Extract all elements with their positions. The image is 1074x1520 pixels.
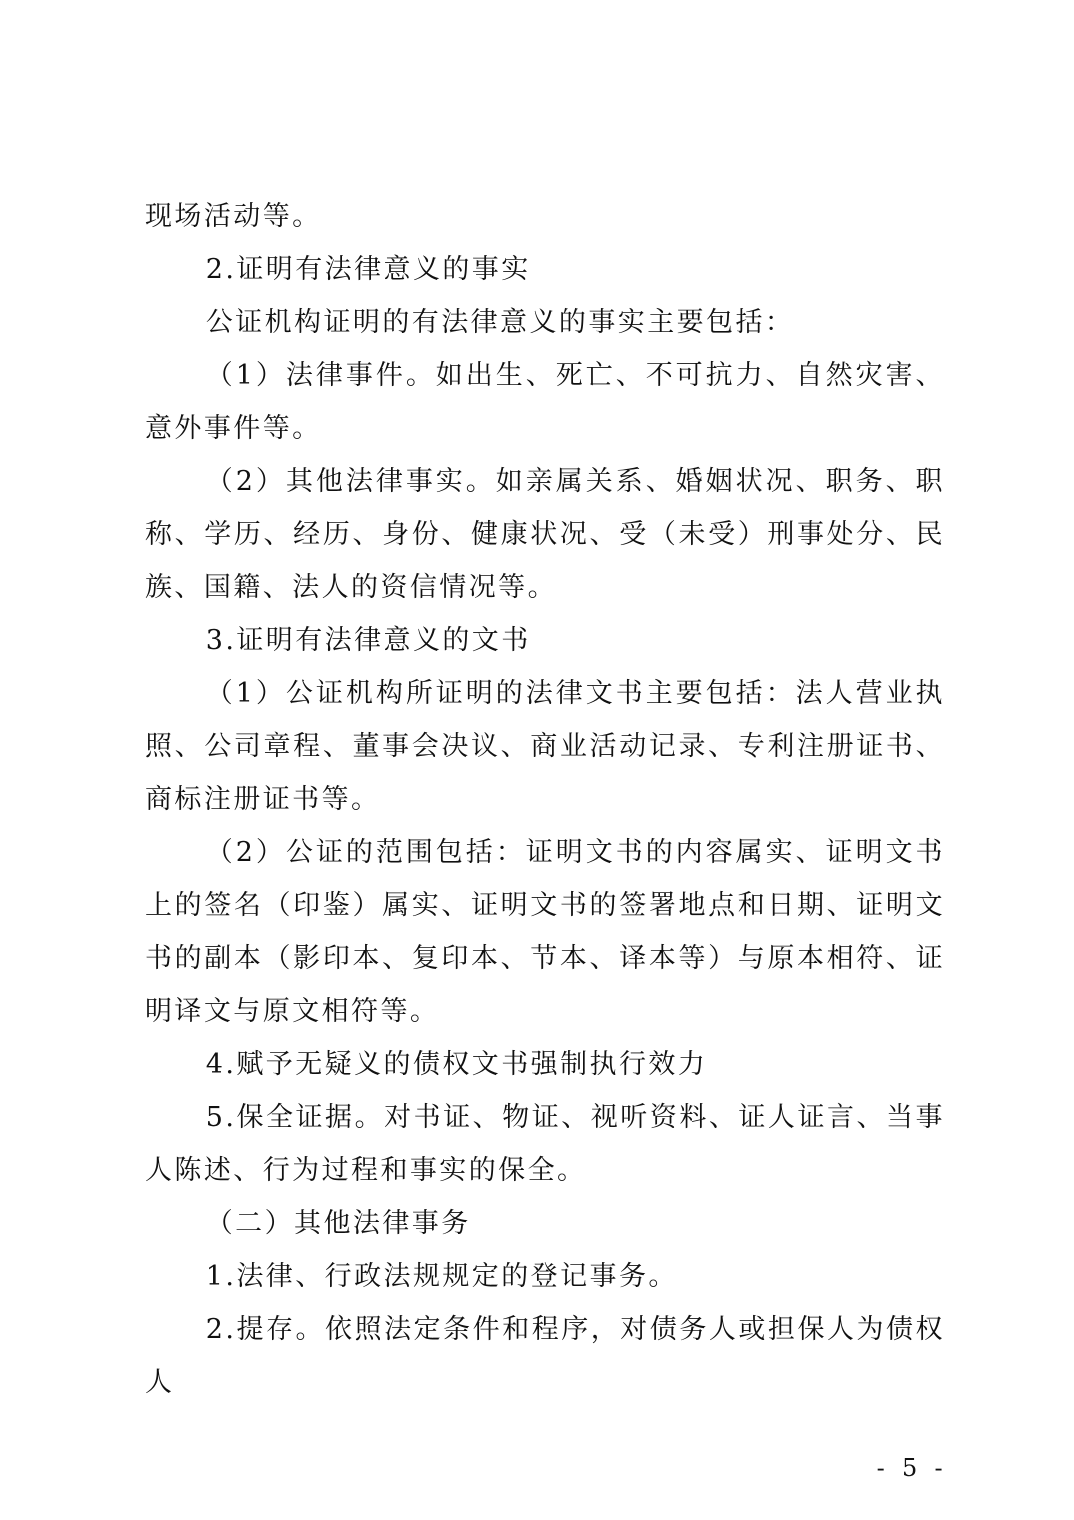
list-item-notarization-scope: （2）公证的范围包括：证明文书的内容属实、证明文书上的签名（印鉴）属实、证明文书的签署地点和日期、证明文书的副本（影印本、复印本、节本、译本等）与原本相符、证明译文与原文相符等。 — [145, 837, 945, 1027]
section-heading-other-affairs: （二）其他法律事务 — [205, 1208, 471, 1239]
paragraph-intro: 公证机构证明的有法律意义的事实主要包括： — [205, 307, 795, 338]
paragraph-registration: 1.法律、行政法规规定的登记事务。 — [205, 1261, 678, 1292]
heading-item-4: 4.赋予无疑义的债权文书强制执行效力 — [205, 1049, 708, 1080]
heading-item-2: 2.证明有法律意义的事实 — [205, 254, 531, 285]
document-body — [145, 190, 945, 1409]
paragraph-deposit: 2.提存。依照法定条件和程序，对债务人或担保人为债权人 — [145, 1314, 945, 1398]
list-item-other-legal-facts: （2）其他法律事实。如亲属关系、婚姻状况、职务、职称、学历、经历、身份、健康状况、受（未受）刑事处分、民族、国籍、法人的资信情况等。 — [145, 466, 945, 603]
paragraph-item-5: 5.保全证据。对书证、物证、视听资料、证人证言、当事人陈述、行为过程和事实的保全。 — [145, 1102, 945, 1186]
list-item-legal-events: （1）法律事件。如出生、死亡、不可抗力、自然灾害、意外事件等。 — [145, 360, 945, 444]
page-number: - 5 - — [876, 1454, 948, 1482]
list-item-legal-documents: （1）公证机构所证明的法律文书主要包括：法人营业执照、公司章程、董事会决议、商业活动记录、专利注册证书、商标注册证书等。 — [145, 678, 945, 815]
paragraph-continuation: 现场活动等。 — [145, 201, 322, 232]
heading-item-3: 3.证明有法律意义的文书 — [205, 625, 531, 656]
